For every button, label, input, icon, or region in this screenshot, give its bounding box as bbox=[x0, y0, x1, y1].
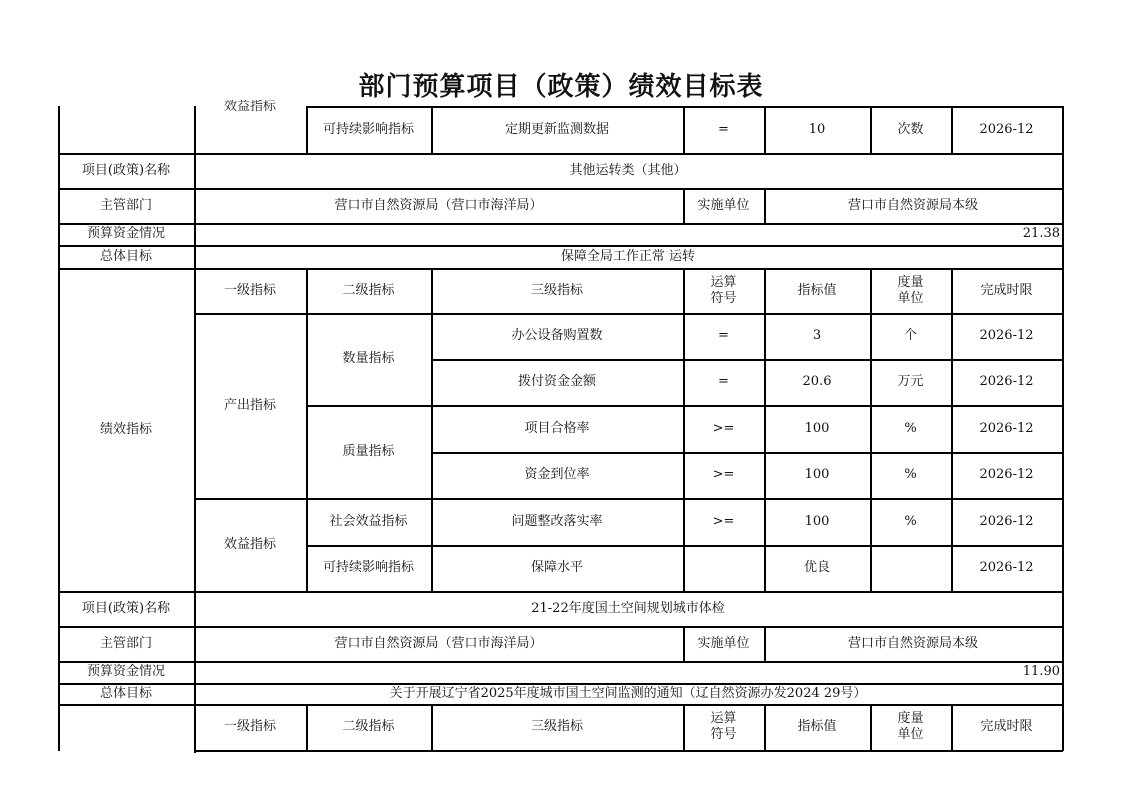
cell-value: 优良 bbox=[803, 560, 830, 575]
cell-deadline: 2026-12 bbox=[979, 328, 1034, 343]
header-unit bbox=[870, 268, 951, 313]
page-title: 部门预算项目（政策）绩效目标表 bbox=[358, 72, 764, 102]
output-indicator-label: 产出指标 bbox=[223, 397, 276, 413]
cell-unit: % bbox=[904, 420, 917, 436]
project-name-value: 其他运转类（其他） bbox=[569, 162, 687, 178]
cell-unit: % bbox=[904, 513, 917, 529]
cell-deadline: 2026-12 bbox=[979, 121, 1034, 137]
cell-level3: 拨付资金金额 bbox=[517, 374, 596, 389]
header-op-line2: 符号 bbox=[710, 727, 737, 742]
cell-deadline: 2026-12 bbox=[979, 374, 1034, 389]
benefit-indicator-label: 效益指标 bbox=[223, 536, 276, 552]
header-op bbox=[683, 268, 764, 313]
header-unit bbox=[870, 704, 951, 750]
cell-deadline: 2026-12 bbox=[979, 420, 1034, 436]
cell-op: = bbox=[718, 328, 729, 343]
cut-off-label: 效益指标 bbox=[223, 100, 276, 114]
dept-value: 营口市自然资源局（营口市海洋局） bbox=[334, 197, 543, 213]
header-op-line1: 运算 bbox=[710, 274, 737, 290]
cell-level3: 问题整改落实率 bbox=[511, 513, 603, 529]
cell-op: >= bbox=[712, 420, 735, 436]
performance-table bbox=[58, 100, 1064, 756]
impl-unit-label: 实施单位 bbox=[697, 197, 750, 213]
overall-goal-value: 关于开展辽宁省2025年度城市国土空间监测的通知（辽自然资源办发2024 29号） bbox=[389, 685, 867, 701]
grid-line bbox=[1062, 106, 1064, 751]
cell-level2: 可持续影响指标 bbox=[322, 121, 414, 137]
cell-value: 100 bbox=[804, 467, 830, 482]
budget-value: 21.38 bbox=[1022, 226, 1060, 241]
overall-goal-value: 保障全局工作正常 运转 bbox=[560, 248, 696, 264]
project-name-label: 项目(政策)名称 bbox=[81, 162, 171, 178]
cell-level3: 保障水平 bbox=[530, 560, 583, 575]
header-value: 指标值 bbox=[797, 719, 837, 734]
budget-label: 预算资金情况 bbox=[86, 226, 165, 241]
cell-value: 100 bbox=[804, 420, 830, 436]
cell-level3: 办公设备购置数 bbox=[511, 328, 603, 343]
social-benefit-label: 社会效益指标 bbox=[329, 513, 408, 529]
quantity-indicator-label: 数量指标 bbox=[342, 351, 395, 366]
overall-goal-label: 总体目标 bbox=[99, 685, 152, 701]
header-op bbox=[683, 704, 764, 750]
header-unit-line2: 单位 bbox=[897, 727, 924, 742]
grid-line bbox=[194, 750, 1063, 752]
header-level2: 二级指标 bbox=[342, 719, 395, 734]
header-op-line2: 符号 bbox=[710, 290, 737, 306]
header-unit-line1: 度量 bbox=[897, 274, 924, 290]
header-deadline: 完成时限 bbox=[980, 282, 1033, 298]
cell-value: 100 bbox=[804, 513, 830, 529]
impl-unit-value: 营口市自然资源局本级 bbox=[847, 197, 978, 213]
header-op-line1: 运算 bbox=[710, 711, 737, 726]
cell-op: >= bbox=[712, 513, 735, 529]
quality-indicator-label: 质量指标 bbox=[342, 443, 395, 459]
cell-op: = bbox=[718, 374, 729, 389]
cell-op: = bbox=[718, 121, 729, 137]
budget-value: 11.90 bbox=[1022, 664, 1060, 679]
project-name-label: 项目(政策)名称 bbox=[81, 600, 171, 616]
header-level3: 三级指标 bbox=[530, 282, 583, 298]
dept-value: 营口市自然资源局（营口市海洋局） bbox=[334, 635, 543, 651]
cell-level3: 定期更新监测数据 bbox=[504, 121, 609, 137]
cell-value: 20.6 bbox=[802, 374, 832, 389]
header-deadline: 完成时限 bbox=[980, 719, 1033, 734]
cell-unit: 个 bbox=[903, 328, 917, 343]
impl-unit-value: 营口市自然资源局本级 bbox=[847, 635, 978, 651]
cell-value: 3 bbox=[812, 328, 822, 343]
perf-indicator-label: 绩效指标 bbox=[99, 421, 152, 437]
budget-label: 预算资金情况 bbox=[86, 664, 165, 679]
project-name-value: 21-22年度国土空间规划城市体检 bbox=[531, 600, 725, 616]
header-unit-line2: 单位 bbox=[897, 290, 924, 306]
cell-unit: % bbox=[904, 467, 917, 482]
dept-label: 主管部门 bbox=[99, 635, 152, 651]
cell-value: 10 bbox=[808, 121, 826, 137]
header-value: 指标值 bbox=[797, 282, 837, 298]
cell-unit: 万元 bbox=[897, 374, 924, 389]
overall-goal-label: 总体目标 bbox=[99, 248, 152, 264]
cell-unit bbox=[870, 545, 951, 591]
cell-level3: 项目合格率 bbox=[524, 420, 590, 436]
header-level2: 二级指标 bbox=[342, 282, 395, 298]
cell-unit: 次数 bbox=[897, 121, 924, 137]
header-level1: 一级指标 bbox=[223, 282, 276, 298]
header-level1: 一级指标 bbox=[223, 719, 276, 734]
sustainable-impact-label: 可持续影响指标 bbox=[322, 560, 414, 575]
dept-label: 主管部门 bbox=[99, 197, 152, 213]
cell-level3: 资金到位率 bbox=[524, 467, 590, 482]
header-unit-line1: 度量 bbox=[897, 711, 924, 726]
header-level3: 三级指标 bbox=[530, 719, 583, 734]
cell-deadline: 2026-12 bbox=[979, 467, 1034, 482]
cell-op bbox=[683, 545, 764, 591]
cell-deadline: 2026-12 bbox=[979, 513, 1034, 529]
cell-deadline: 2026-12 bbox=[979, 560, 1034, 575]
impl-unit-label: 实施单位 bbox=[697, 635, 750, 651]
cell-op: >= bbox=[712, 467, 735, 482]
